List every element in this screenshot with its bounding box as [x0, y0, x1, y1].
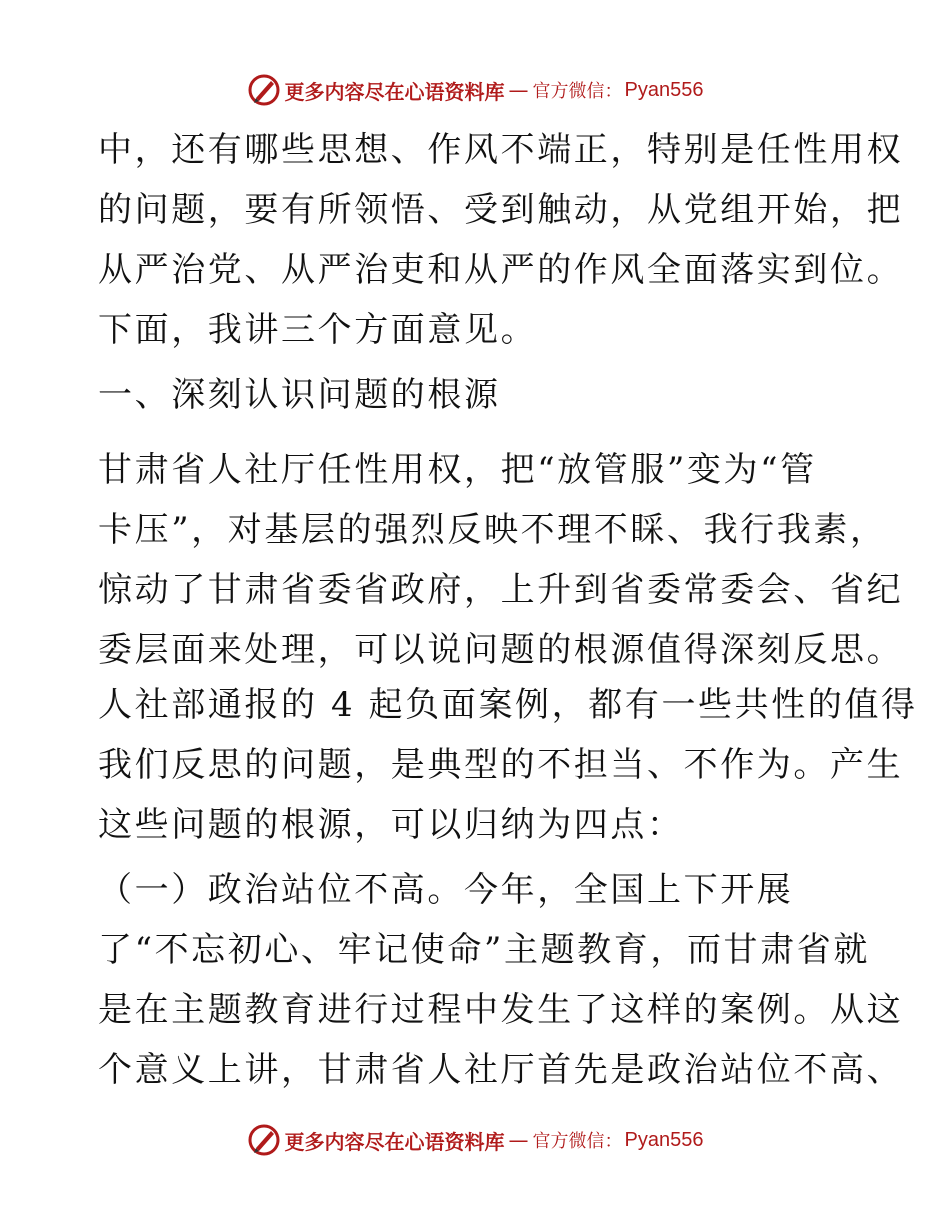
- section-heading: 一、深刻认识问题的根源: [98, 375, 501, 415]
- watermark-wechat-id: Pyan556: [624, 1128, 704, 1151]
- text-line: 惊动了甘肃省委省政府，上升到省委常委会、省纪: [98, 570, 904, 610]
- watermark-label: 官方微信：: [532, 81, 623, 102]
- text-line: 中，还有哪些思想、作风不端正，特别是任性用权: [98, 130, 904, 170]
- text-line: 是在主题教育进行过程中发生了这样的案例。从这: [98, 990, 904, 1030]
- footer-watermark: [0, 1120, 950, 1160]
- text-line: 下面，我讲三个方面意见。: [98, 310, 538, 350]
- watermark-separator: —: [508, 1128, 529, 1152]
- text-line: 卡压”，对基层的强烈反映不理不睬、我行我素，: [98, 510, 887, 550]
- watermark-label: 官方微信：: [532, 1131, 623, 1152]
- text-line: 从严治党、从严治吏和从严的作风全面落实到位。: [98, 250, 904, 290]
- text-line: 这些问题的根源，可以归纳为四点：: [98, 805, 684, 845]
- text-line: 人社部通报的 4 起负面案例，都有一些共性的值得: [98, 685, 918, 725]
- watermark-separator: —: [508, 78, 529, 102]
- header-watermark: [0, 70, 950, 110]
- text-line: 我们反思的问题，是典型的不担当、不作为。产生: [98, 745, 904, 785]
- watermark-text: 更多内容尽在心语资料库: [284, 79, 505, 104]
- text-line: 的问题，要有所领悟、受到触动，从党组开始，把: [98, 190, 904, 230]
- watermark-text: 更多内容尽在心语资料库: [284, 1129, 505, 1154]
- subsection-heading-line: （一）政治站位不高。今年，全国上下开展: [98, 870, 794, 910]
- watermark-wechat-id: Pyan556: [624, 78, 704, 101]
- text-line: 委层面来处理，可以说问题的根源值得深刻反思。: [98, 630, 904, 670]
- pen-logo-icon: [247, 73, 281, 107]
- text-line: 个意义上讲，甘肃省人社厅首先是政治站位不高、: [98, 1050, 904, 1090]
- pen-logo-icon: [247, 1123, 281, 1157]
- text-line: 了“不忘初心、牢记使命”主题教育，而甘肃省就: [98, 930, 870, 970]
- text-line: 甘肃省人社厅任性用权，把“放管服”变为“管: [98, 450, 817, 490]
